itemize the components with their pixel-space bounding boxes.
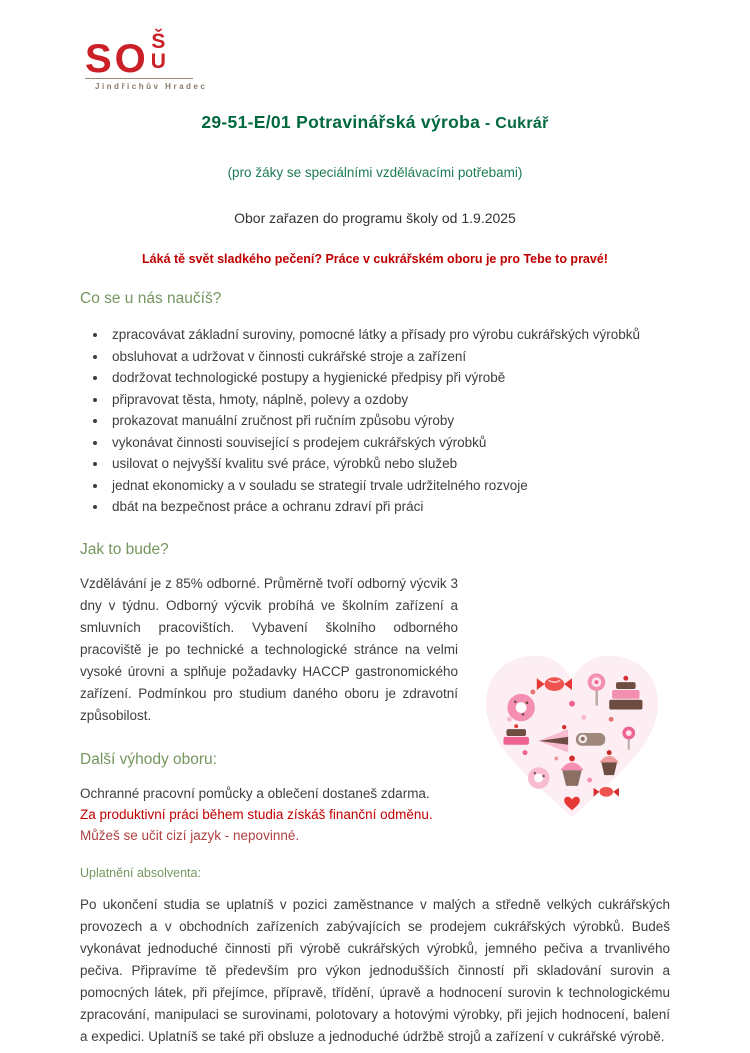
benefit-item: Ochranné pracovní pomůcky a oblečení dostaneš zdarma.	[80, 786, 430, 801]
benefit-item: Můžeš se učit cizí jazyk - nepovinné.	[80, 828, 300, 843]
swiss-roll-icon	[576, 733, 605, 746]
section-heading-benefits: Další výhody oboru:	[80, 751, 217, 768]
logo-text-so: SO	[85, 37, 149, 81]
bullet-item: • prokazovat manuální zručnost při ručním způsobu výroby	[108, 410, 670, 431]
bullet-item: • zpracovávat základní suroviny, pomocné látky a přísady pro výrobu cukrářských výrobků	[108, 324, 670, 345]
heart-of-sweets-image	[474, 643, 670, 825]
learn-bullet-list	[80, 324, 670, 517]
bullet-item: • vykonávat činnosti související s prodejem cukrářských výrobků	[108, 432, 670, 453]
logo-text-u: U	[150, 49, 166, 73]
bullet-item: • usilovat o nejvyšší kvalitu své práce, výrobků nebo služeb	[108, 453, 670, 474]
title-main: 29-51-E/01 Potravinářská výroba	[201, 112, 481, 132]
section-heading-employment: Uplatnění absolventa:	[80, 866, 201, 880]
section-heading-how: Jak to bude?	[80, 541, 169, 558]
bullet-item: • dodržovat technologické postupy a hygienické předpisy při výrobě	[108, 367, 670, 388]
donut-icon	[528, 767, 550, 789]
employment-paragraph: Po ukončení studia se uplatníš v pozici zaměstnance v malých a středně velkých cukrářských provozech a v obchodních zařízeních zabývajících se prodejem cukrářských výrobků. Budeš vykonávat jednoduché činnosti při výrobě cukrářských výrobků, jemného pečiva a trvanlivého pečiva. Připravíme tě především pro výkon jednodušších činností při skladování surovin a pomocných látek, při přejímce, přípravě, třídění, úpravě a hodnocení surovin k technologickému zpracování, manipulaci se surovinami, polotovary a hotovými výrobky, při jejich hodnocení, balení a expedici. Uplatníš se také při obsluze a jednoduché údržbě strojů a zařízení v cukrářské výrobě.	[80, 897, 670, 1044]
title-suffix: - Cukrář	[480, 115, 549, 132]
how-paragraph: Vzdělávání je z 85% odborné. Průměrně tvoří odborný výcvik 3 dny v týdnu. Odborný výcvik probíhá ve školním zařízení a smluvních pracovištích. Vybavení školního odborného pracoviště je po technické a technologické stránce na velmi vysoké úrovni a splňuje požadavky HACCP gastronomického zařízení. Podmínkou pro studium daného oboru je zdravotní způsobilost.	[80, 576, 458, 723]
bullet-item: • obsluhovat a udržovat v činnosti cukrářské stroje a zařízení	[108, 346, 670, 367]
bullet-item: • dbát na bezpečnost práce a ochranu zdraví při práci	[108, 496, 670, 517]
logo-city-label: Jindřichův Hradec	[95, 82, 208, 91]
tagline: Láká tě svět sladkého pečení? Práce v cukrářském oboru je pro Tebe to pravé!	[142, 252, 608, 266]
section-heading-learn: Co se u nás naučíš?	[80, 290, 222, 307]
logo-text-s-caron: Š	[151, 30, 166, 53]
logo-stack	[151, 32, 166, 72]
how-section	[80, 541, 670, 1048]
bullet-item: • připravovat těsta, hmoty, náplně, polevy a ozdoby	[108, 389, 670, 410]
school-logo	[85, 30, 208, 91]
benefit-item: Za produktivní práci během studia získáš finanční odměnu.	[80, 807, 433, 822]
subtitle: (pro žáky se speciálními vzdělávacími potřebami)	[227, 165, 523, 180]
bullet-item: • jednat ekonomicky a v souladu se strategií trvale udržitelného rozvoje	[108, 475, 670, 496]
program-enrollment-line: Obor zařazen do programu školy od 1.9.2025	[234, 210, 516, 226]
page-title	[80, 112, 670, 133]
